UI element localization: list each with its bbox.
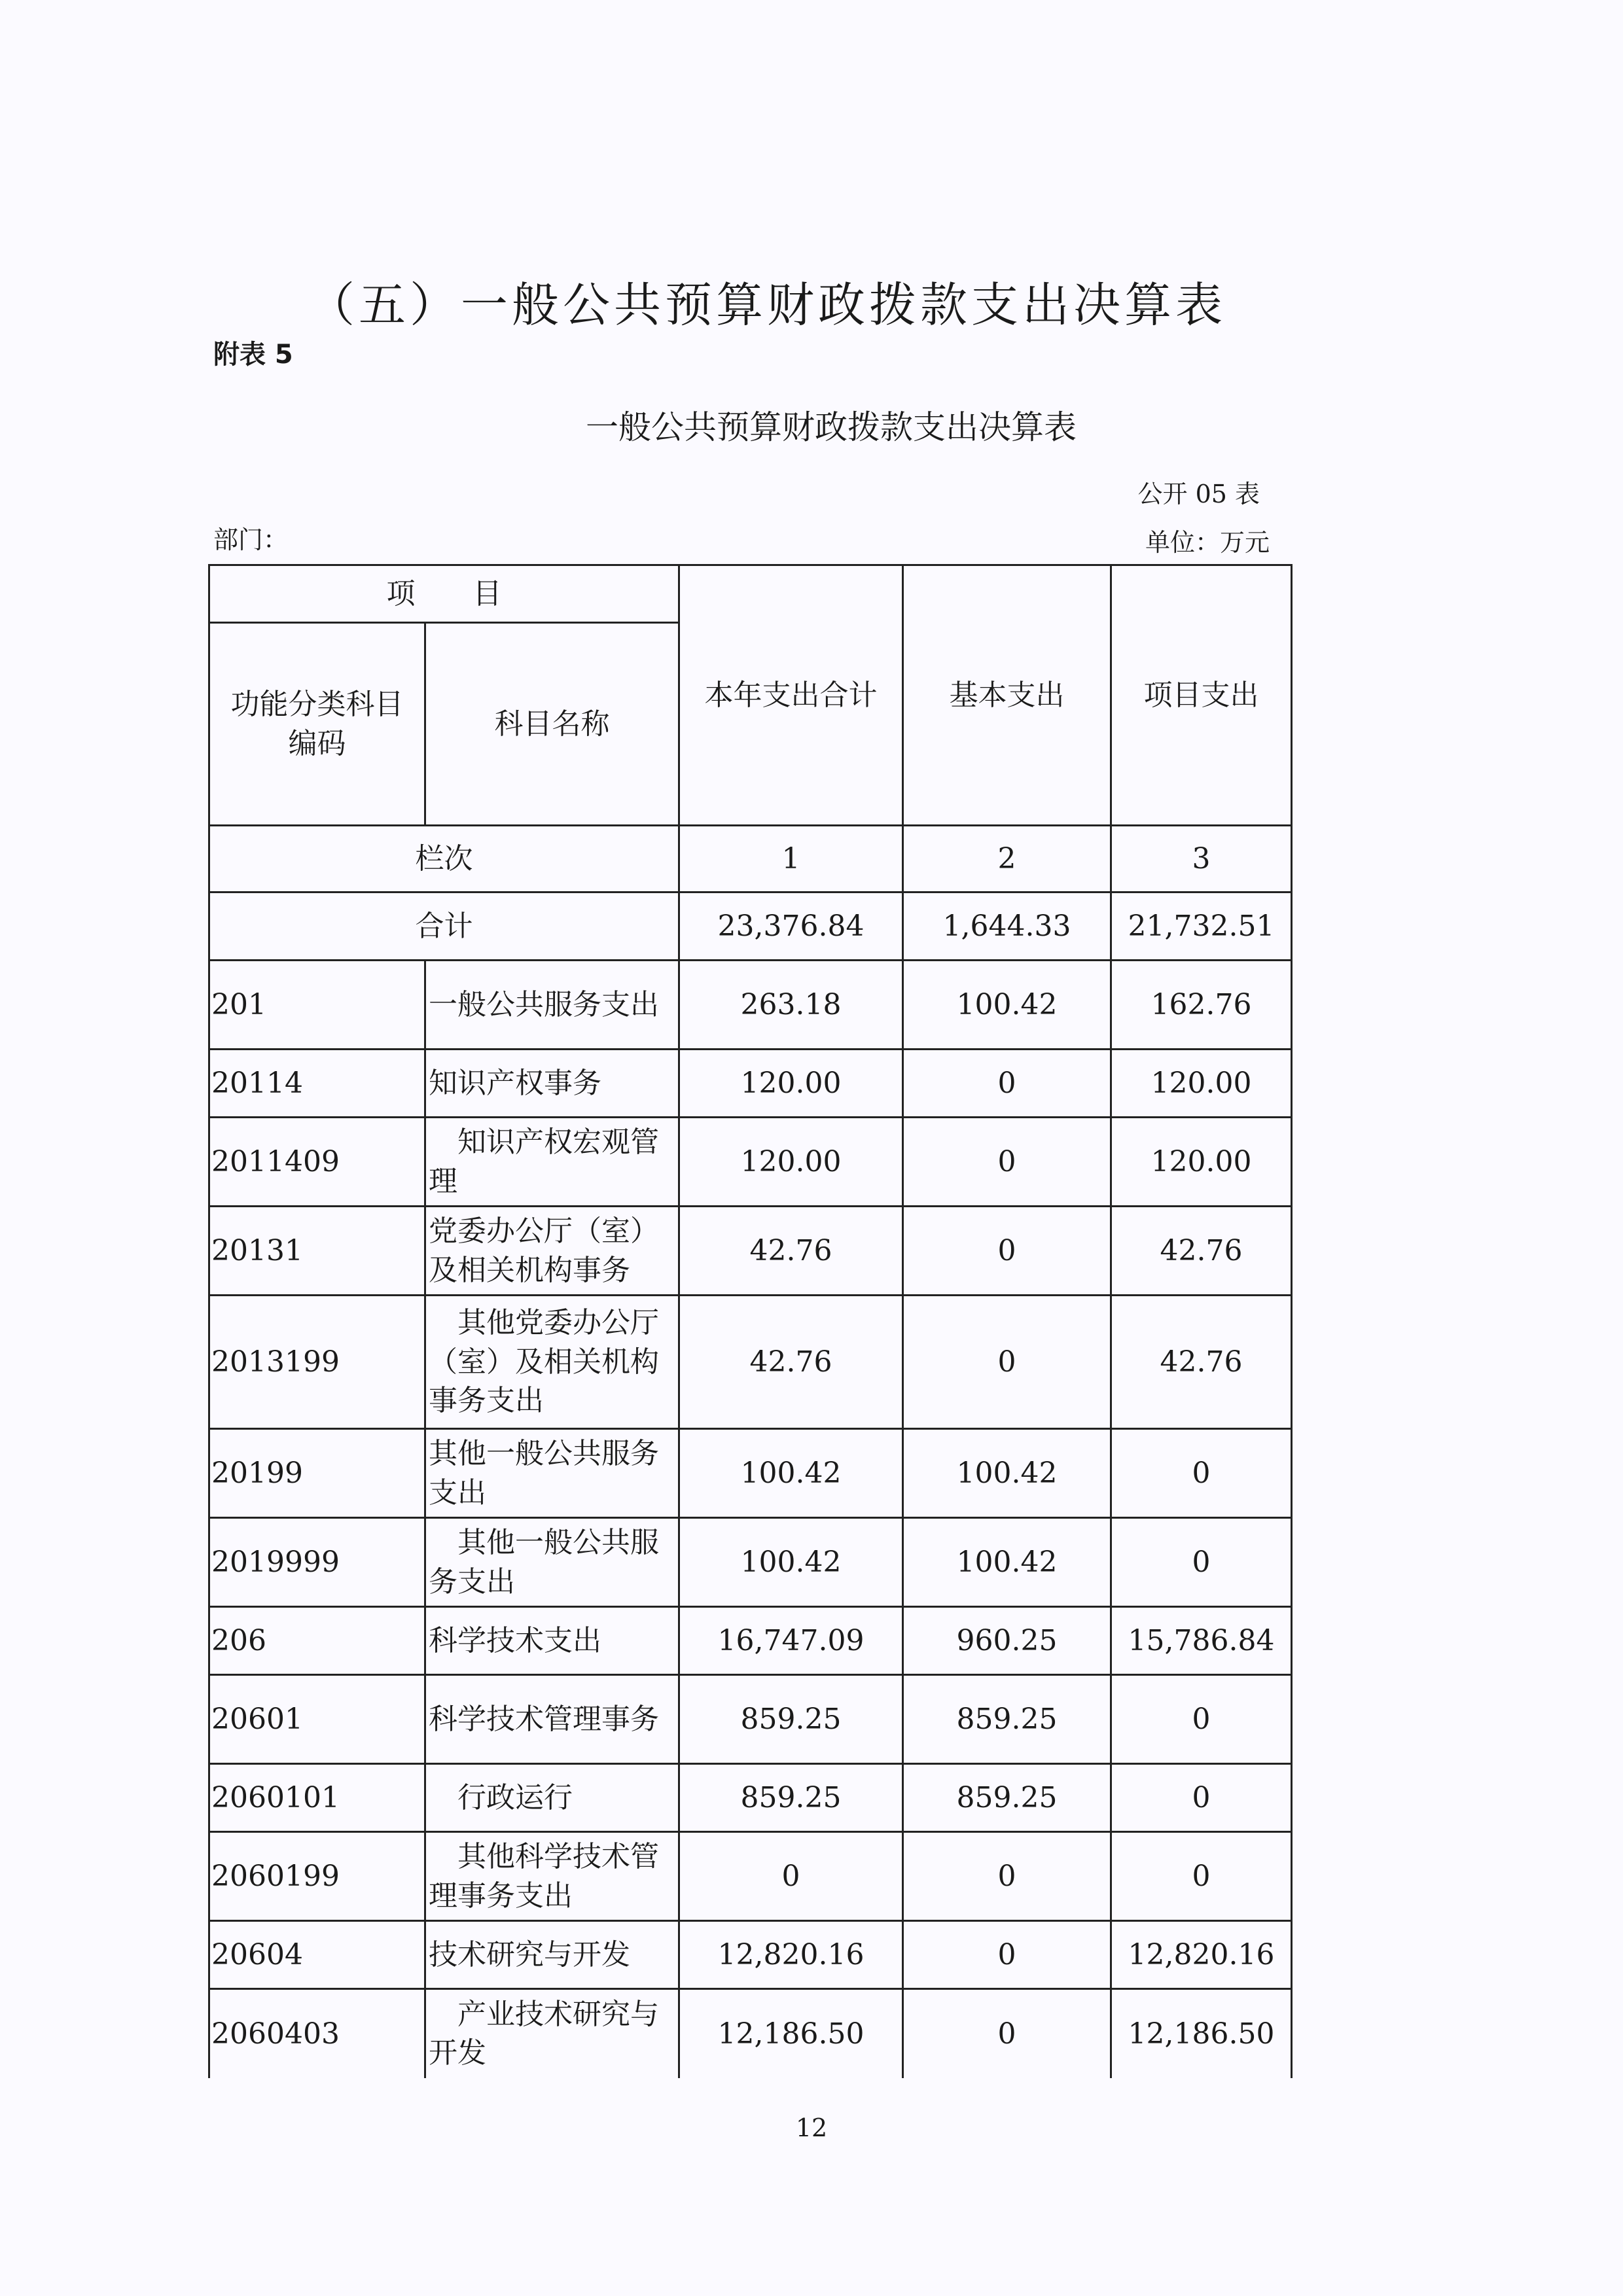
- row-project: 0: [1111, 1832, 1292, 1921]
- row-code: 2011409: [209, 1118, 425, 1207]
- table-row: [209, 1207, 1292, 1296]
- table-title: 一般公共预算财政拨款支出决算表: [586, 408, 1077, 446]
- row-total: 16,747.09: [679, 1607, 903, 1675]
- row-project: 120.00: [1111, 1118, 1292, 1207]
- row-total: 859.25: [679, 1764, 903, 1832]
- row-name: 科学技术管理事务: [425, 1675, 679, 1764]
- row-project: 0: [1111, 1764, 1292, 1832]
- row-project: 42.76: [1111, 1207, 1292, 1296]
- row-project: 162.76: [1111, 961, 1292, 1050]
- total-row-label: 合计: [209, 892, 679, 961]
- row-code: 2060403: [209, 1989, 425, 2078]
- table-row: [209, 1118, 1292, 1207]
- column-index-3: 3: [1111, 826, 1292, 892]
- row-basic: 100.42: [903, 961, 1111, 1050]
- row-project: 42.76: [1111, 1296, 1292, 1429]
- form-number: 公开 05 表: [1137, 480, 1260, 508]
- row-name: 其他一般公共服务支出: [425, 1518, 679, 1607]
- row-total: 100.42: [679, 1518, 903, 1607]
- table-row: [209, 961, 1292, 1050]
- header-total: 本年支出合计: [679, 565, 903, 826]
- row-total: 12,186.50: [679, 1989, 903, 2078]
- row-name: 行政运行: [425, 1764, 679, 1832]
- table-row: [209, 1832, 1292, 1921]
- row-code: 2019999: [209, 1518, 425, 1607]
- row-name: 科学技术支出: [425, 1607, 679, 1675]
- row-basic: 0: [903, 1050, 1111, 1118]
- table-row: [209, 1764, 1292, 1832]
- row-basic: 859.25: [903, 1764, 1111, 1832]
- header-project: 项目支出: [1111, 565, 1292, 826]
- table-row: [209, 1429, 1292, 1518]
- row-total: 0: [679, 1832, 903, 1921]
- row-project: 12,186.50: [1111, 1989, 1292, 2078]
- row-basic: 0: [903, 1118, 1111, 1207]
- row-total: 100.42: [679, 1429, 903, 1518]
- table-row: [209, 1296, 1292, 1429]
- column-index-1: 1: [679, 826, 903, 892]
- row-code: 206: [209, 1607, 425, 1675]
- row-code: 201: [209, 961, 425, 1050]
- row-name: 其他一般公共服务支出: [425, 1429, 679, 1518]
- row-total: 859.25: [679, 1675, 903, 1764]
- row-basic: 960.25: [903, 1607, 1111, 1675]
- row-code: 2060101: [209, 1764, 425, 1832]
- row-code: 20199: [209, 1429, 425, 1518]
- row-name: 其他党委办公厅（室）及相关机构事务支出: [425, 1296, 679, 1429]
- row-total: 120.00: [679, 1118, 903, 1207]
- row-code: 20131: [209, 1207, 425, 1296]
- column-index-label: 栏次: [209, 826, 679, 892]
- row-name: 技术研究与开发: [425, 1921, 679, 1989]
- row-total: 12,820.16: [679, 1921, 903, 1989]
- row-code: 20114: [209, 1050, 425, 1118]
- row-code: 2060199: [209, 1832, 425, 1921]
- row-basic: 859.25: [903, 1675, 1111, 1764]
- header-basic: 基本支出: [903, 565, 1111, 826]
- annex-label: 附表 5: [213, 340, 293, 370]
- row-basic: 0: [903, 1921, 1111, 1989]
- row-project: 0: [1111, 1518, 1292, 1607]
- table-row: [209, 1518, 1292, 1607]
- expenditure-table: [208, 564, 1293, 2078]
- header-code: 功能分类科目编码: [209, 623, 425, 826]
- row-name: 其他科学技术管理事务支出: [425, 1832, 679, 1921]
- row-basic: 0: [903, 1207, 1111, 1296]
- table-row: [209, 1607, 1292, 1675]
- row-name: 产业技术研究与开发: [425, 1989, 679, 2078]
- table-row: [209, 1050, 1292, 1118]
- unit-label: 单位：万元: [1145, 528, 1270, 557]
- row-total: 263.18: [679, 961, 903, 1050]
- row-name: 党委办公厅（室）及相关机构事务: [425, 1207, 679, 1296]
- row-project: 0: [1111, 1675, 1292, 1764]
- row-code: 2013199: [209, 1296, 425, 1429]
- row-basic: 100.42: [903, 1429, 1111, 1518]
- row-name: 知识产权宏观管理: [425, 1118, 679, 1207]
- row-code: 20604: [209, 1921, 425, 1989]
- table-row: [209, 1675, 1292, 1764]
- page-number: 12: [795, 2113, 828, 2142]
- row-basic: 0: [903, 1989, 1111, 2078]
- total-row-basic: 1,644.33: [903, 892, 1111, 961]
- table-row: [209, 1921, 1292, 1989]
- header-name: 科目名称: [425, 623, 679, 826]
- row-project: 120.00: [1111, 1050, 1292, 1118]
- total-row-project: 21,732.51: [1111, 892, 1292, 961]
- row-total: 120.00: [679, 1050, 903, 1118]
- row-name: 知识产权事务: [425, 1050, 679, 1118]
- row-total: 42.76: [679, 1296, 903, 1429]
- header-item: 项 目: [209, 565, 679, 623]
- column-index-2: 2: [903, 826, 1111, 892]
- row-project: 12,820.16: [1111, 1921, 1292, 1989]
- row-project: 0: [1111, 1429, 1292, 1518]
- row-basic: 0: [903, 1296, 1111, 1429]
- row-basic: 0: [903, 1832, 1111, 1921]
- row-basic: 100.42: [903, 1518, 1111, 1607]
- page-heading: （五）一般公共预算财政拨款支出决算表: [308, 277, 1227, 332]
- row-total: 42.76: [679, 1207, 903, 1296]
- table-row: [209, 1989, 1292, 2078]
- row-name: 一般公共服务支出: [425, 961, 679, 1050]
- total-row-total: 23,376.84: [679, 892, 903, 961]
- row-project: 15,786.84: [1111, 1607, 1292, 1675]
- row-code: 20601: [209, 1675, 425, 1764]
- department-label: 部门：: [213, 525, 289, 554]
